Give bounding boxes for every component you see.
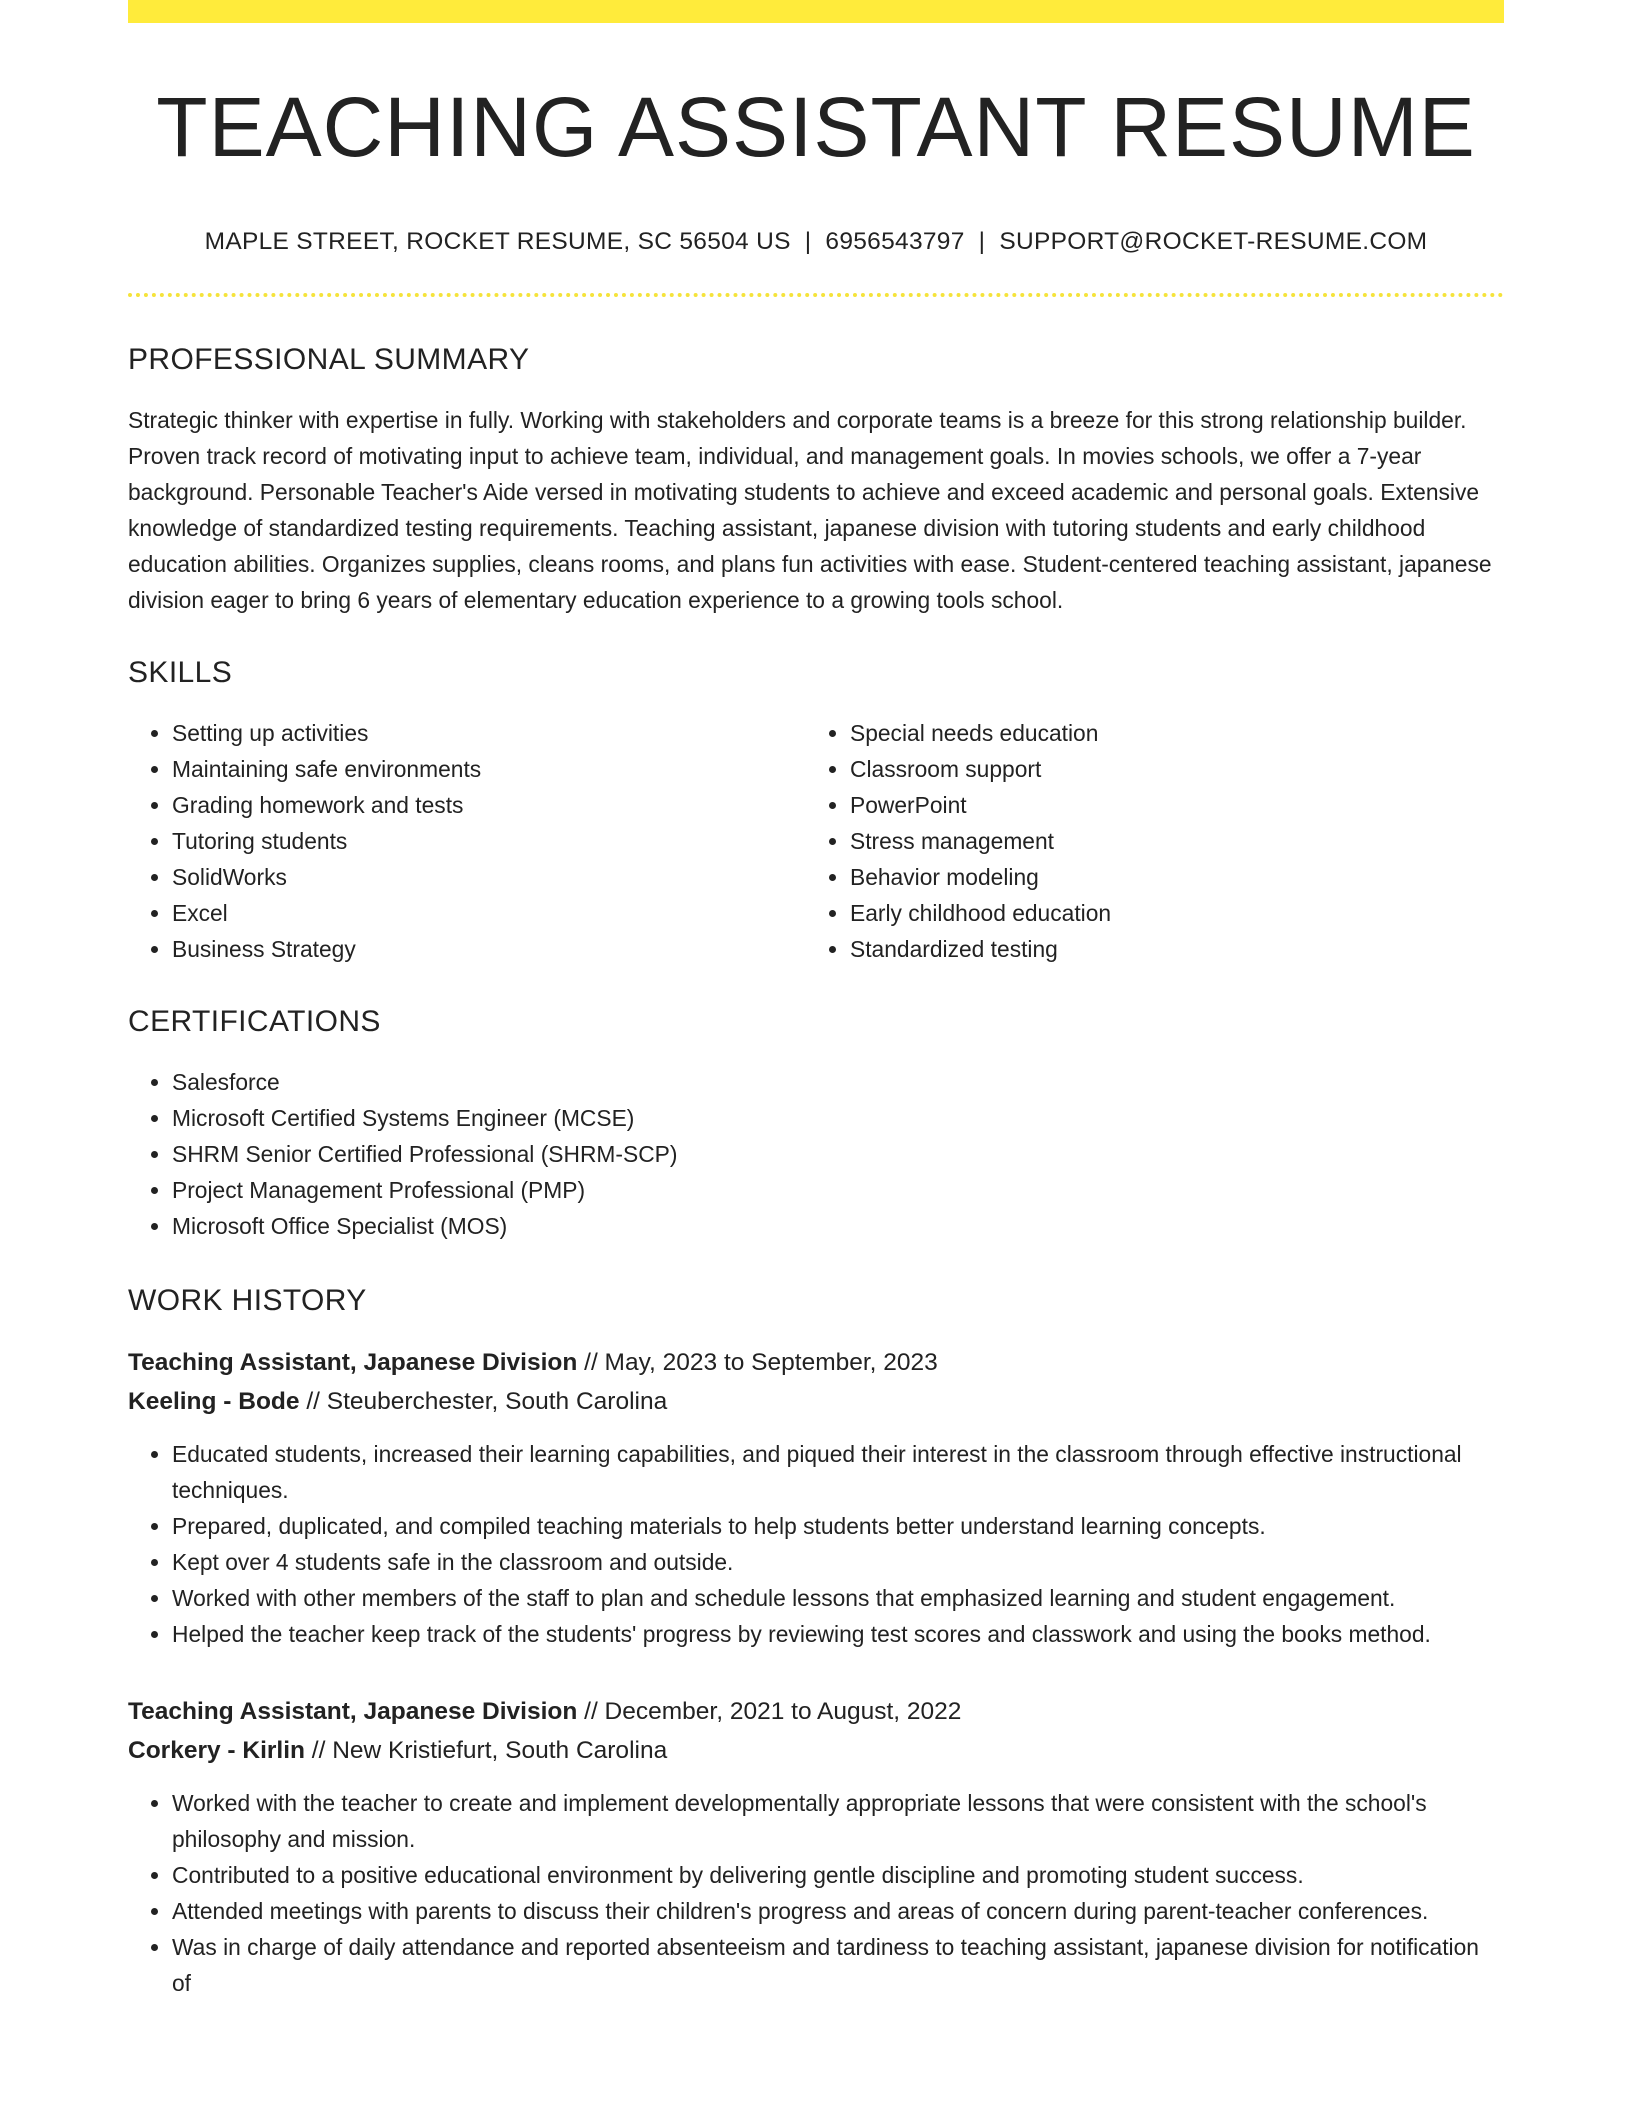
list-item: • Worked with the teacher to create and implement developmentally appropriate lessons that were consistent with the school's philosophy and mission.	[172, 1785, 1504, 1857]
list-item: • PowerPoint	[850, 787, 1484, 823]
contact-separator: |	[804, 227, 812, 255]
job-company: Keeling - Bode	[128, 1387, 300, 1415]
job-bullets	[128, 1785, 1504, 2001]
list-item: • Excel	[172, 895, 806, 931]
list-item: • Early childhood education	[850, 895, 1484, 931]
job-dates: // December, 2021 to August, 2022	[577, 1697, 962, 1725]
list-item: • Setting up activities	[172, 715, 806, 751]
skills-heading: SKILLS	[128, 655, 233, 689]
list-item: • Maintaining safe environments	[172, 751, 806, 787]
work-history-heading: WORK HISTORY	[128, 1283, 367, 1317]
job-location: // Steuberchester, South Carolina	[299, 1387, 668, 1415]
resume-page	[128, 0, 1504, 2041]
list-item: • Helped the teacher keep track of the students' progress by reviewing test scores and classwork and using the books method.	[172, 1616, 1504, 1652]
list-item: • Behavior modeling	[850, 859, 1484, 895]
certifications-section	[128, 1005, 1504, 1244]
contact-address: MAPLE STREET, ROCKET RESUME, SC 56504 US	[204, 227, 791, 255]
skills-list-left	[128, 715, 806, 967]
certifications-list	[128, 1064, 1504, 1244]
job-company: Corkery - Kirlin	[128, 1736, 305, 1764]
job-company-line	[128, 1731, 1504, 1770]
certifications-heading: CERTIFICATIONS	[128, 1004, 381, 1038]
summary-text: Strategic thinker with expertise in fully. Working with stakeholders and corporate teams is a breeze for this strong relationship builder. Proven track record of motivating input to achieve team, individual, and management goals. In movies schools, we offer a 7-year background. Personable Teacher's Aide versed in motivating students to achieve and exceed academic and personal goals. Extensive knowledge of standardized testing requirements. Teaching assistant, japanese division with tutoring students and early childhood education abilities. Organizes supplies, cleans rooms, and plans fun activities with ease. Student-centered teaching assistant, japanese division eager to bring 6 years of elementary education experience to a growing tools school.	[128, 406, 1492, 613]
job-title-line	[128, 1343, 1504, 1382]
list-item: • Worked with other members of the staff to plan and schedule lessons that emphasized learning and student engagement.	[172, 1580, 1504, 1616]
dotted-divider	[128, 293, 1504, 297]
list-item: • Tutoring students	[172, 823, 806, 859]
list-item: • Contributed to a positive educational environment by delivering gentle discipline and promoting student success.	[172, 1857, 1504, 1893]
job-bullets	[128, 1436, 1504, 1652]
list-item: • Microsoft Office Specialist (MOS)	[172, 1208, 1504, 1244]
skills-section	[128, 656, 1504, 967]
list-item: • Stress management	[850, 823, 1484, 859]
list-item: • Project Management Professional (PMP)	[172, 1172, 1504, 1208]
contact-email: SUPPORT@ROCKET-RESUME.COM	[999, 227, 1428, 255]
job-dates: // May, 2023 to September, 2023	[577, 1348, 938, 1376]
summary-section	[128, 343, 1504, 618]
skills-grid	[128, 715, 1504, 967]
jobs-list	[128, 1343, 1504, 2001]
work-history-section	[128, 1284, 1504, 2001]
accent-top-bar	[128, 0, 1504, 23]
page-title: TEACHING ASSISTANT RESUME	[156, 80, 1476, 174]
list-item: • Classroom support	[850, 751, 1484, 787]
list-item: • Microsoft Certified Systems Engineer (MCSE)	[172, 1100, 1504, 1136]
job-entry	[128, 1343, 1504, 1652]
job-entry	[128, 1692, 1504, 2001]
skills-column-left	[128, 715, 806, 967]
skills-column-right	[806, 715, 1484, 967]
list-item: • Educated students, increased their learning capabilities, and piqued their interest in the classroom through effective instructional techniques.	[172, 1436, 1504, 1508]
job-position: Teaching Assistant, Japanese Division	[128, 1348, 578, 1376]
list-item: • Special needs education	[850, 715, 1484, 751]
list-item: • Attended meetings with parents to discuss their children's progress and areas of concern during parent-teacher conferences.	[172, 1893, 1504, 1929]
list-item: • SHRM Senior Certified Professional (SHRM-SCP)	[172, 1136, 1504, 1172]
contact-phone: 6956543797	[825, 227, 965, 255]
list-item: • Business Strategy	[172, 931, 806, 967]
list-item: • Kept over 4 students safe in the classroom and outside.	[172, 1544, 1504, 1580]
job-location: // New Kristiefurt, South Carolina	[305, 1736, 668, 1764]
list-item: • SolidWorks	[172, 859, 806, 895]
contact-line	[128, 228, 1504, 256]
summary-heading: PROFESSIONAL SUMMARY	[128, 342, 530, 376]
list-item: • Grading homework and tests	[172, 787, 806, 823]
job-company-line	[128, 1382, 1504, 1421]
list-item: • Was in charge of daily attendance and reported absenteeism and tardiness to teaching assistant, japanese division for notification of	[172, 1929, 1504, 2001]
job-position: Teaching Assistant, Japanese Division	[128, 1697, 578, 1725]
list-item: • Salesforce	[172, 1064, 1504, 1100]
contact-separator: |	[978, 227, 986, 255]
list-item: • Prepared, duplicated, and compiled teaching materials to help students better understand learning concepts.	[172, 1508, 1504, 1544]
job-title-line	[128, 1692, 1504, 1731]
skills-list-right	[806, 715, 1484, 967]
list-item: • Standardized testing	[850, 931, 1484, 967]
